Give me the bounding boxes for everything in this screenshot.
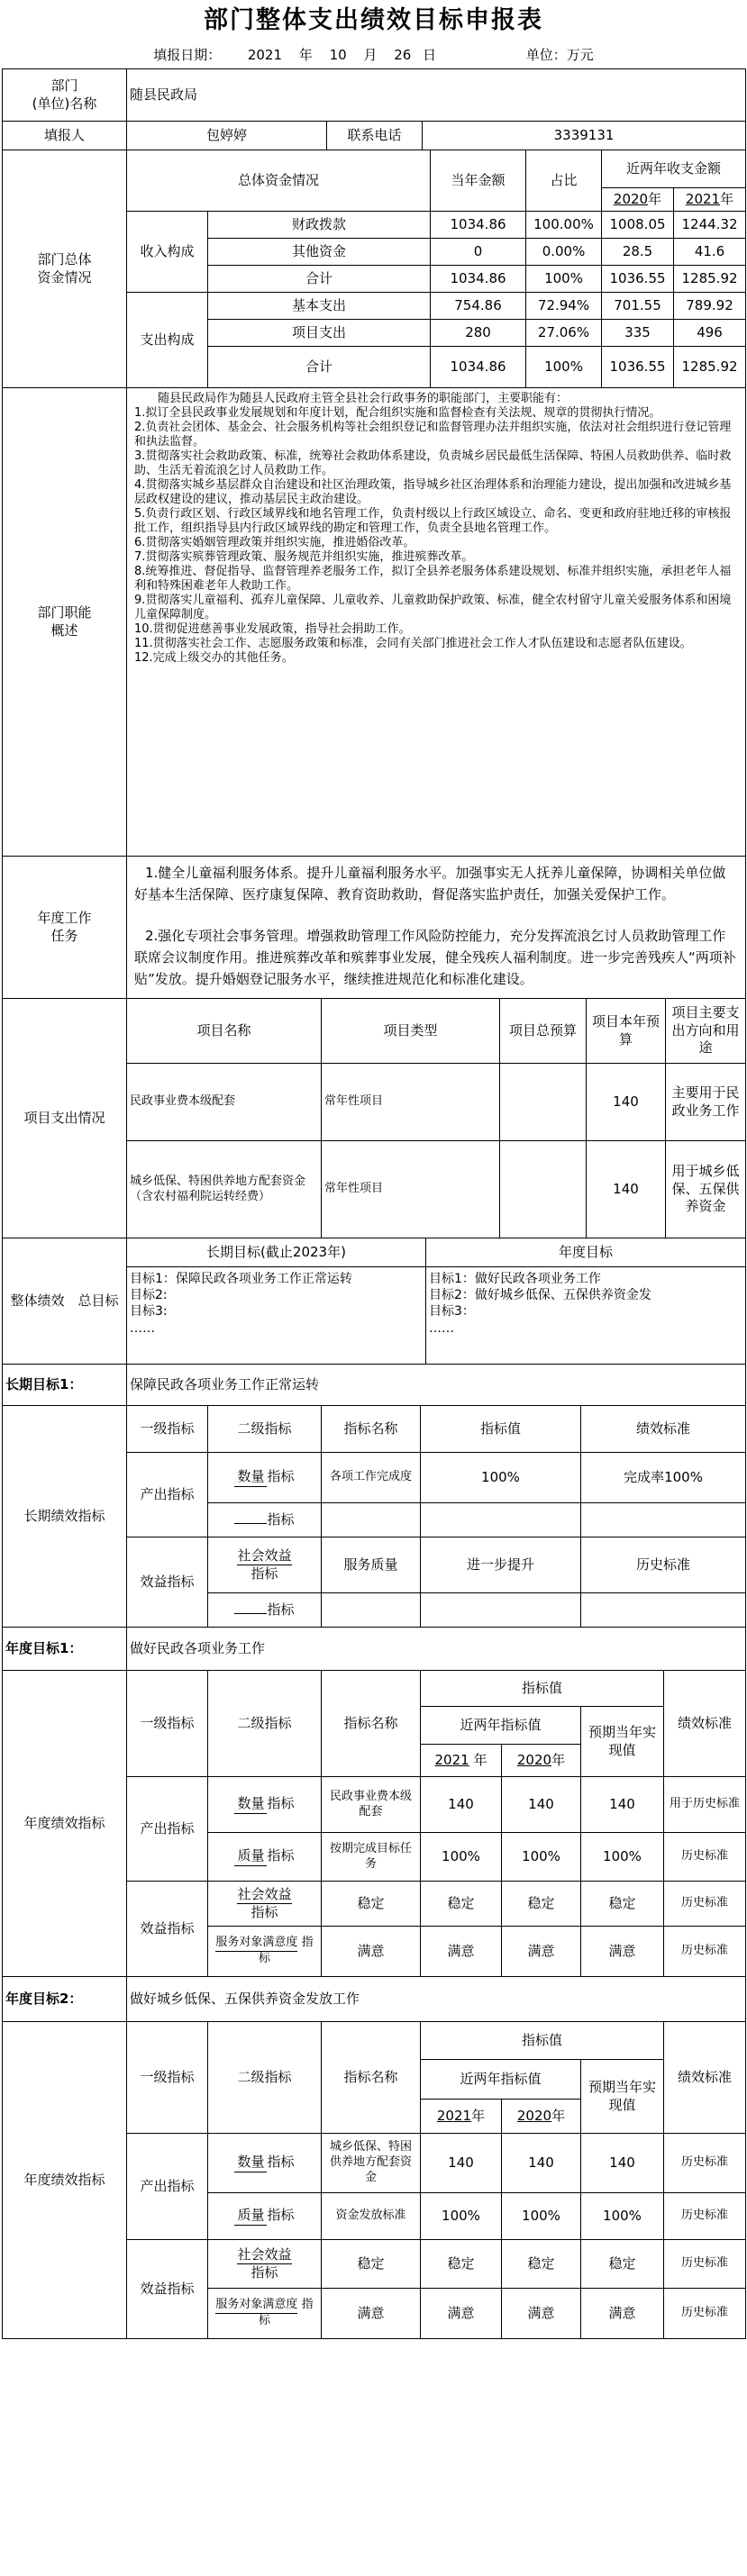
income-row-current: 1034.86: [431, 266, 526, 293]
dept-info-table: [2, 68, 746, 150]
duties-label: 部门职能 概述: [3, 388, 127, 857]
long-h5: 绩效标准: [581, 1406, 746, 1453]
annual1-year-a: 2021 年: [421, 1745, 502, 1777]
annual1-row-std: 用于历史标准: [664, 1777, 746, 1833]
projects-header-total: 项目总预算: [500, 999, 587, 1064]
annual-goal-text: 目标1：做好民政各项业务工作 目标2：做好城乡低保、五保供养资金发 目标3： ……: [426, 1267, 746, 1365]
annual1-h2: 二级指标: [208, 1671, 322, 1777]
long-row-name: 各项工作完成度: [322, 1453, 421, 1503]
annual2-title-text: 做好城乡低保、五保供养资金发放工作: [127, 1977, 746, 2022]
annual2-row-std: 历史标准: [664, 2289, 746, 2339]
income-label: 收入构成: [127, 212, 208, 293]
annual1-row-b: 140: [502, 1777, 581, 1833]
annual2-row-name: 城乡低保、特困供养地方配套资金: [322, 2134, 421, 2193]
filler-name: 包婷婷: [127, 122, 327, 150]
projects-header-name: 项目名称: [127, 999, 322, 1064]
annual2-h1: 一级指标: [127, 2022, 208, 2134]
annual1-row-name: 满意: [322, 1927, 421, 1977]
annual1-row-expect: 100%: [581, 1833, 664, 1882]
expense-row-current: 754.86: [431, 293, 526, 320]
expense-row-ratio: 100%: [526, 347, 602, 388]
annual1-h5: 绩效标准: [664, 1671, 746, 1777]
annual2-row-l2: 社会效益 指标: [208, 2240, 322, 2289]
page-title: 部门整体支出绩效目标申报表: [204, 6, 543, 34]
unit-label: 单位：万元: [525, 47, 594, 63]
annual2-h5: 绩效标准: [664, 2022, 746, 2134]
annual2-row-a: 满意: [421, 2289, 502, 2339]
income-row-2021: 41.6: [674, 239, 746, 266]
month-char: 月: [363, 47, 378, 63]
phone-value: 3339131: [423, 122, 746, 150]
filler-label: 填报人: [3, 122, 127, 150]
long-goal-header: 长期目标(截止2023年): [127, 1238, 426, 1267]
annual2-h4: 指标值: [421, 2022, 664, 2060]
annual1-row-a: 140: [421, 1777, 502, 1833]
annual2-row-b: 140: [502, 2134, 581, 2193]
duties-table: [2, 387, 746, 999]
projects-label: 项目支出情况: [3, 999, 127, 1238]
annual1-row-a: 满意: [421, 1927, 502, 1977]
annual-goal-header: 年度目标: [426, 1238, 746, 1267]
long-goal-table: [2, 1364, 746, 1628]
annual1-title-label: 年度目标1：: [3, 1628, 127, 1671]
funds-year-a: 2020年: [602, 188, 674, 212]
income-row-2020: 1008.05: [602, 212, 674, 239]
long-row-l2: 社会效益 指标: [208, 1537, 322, 1593]
annual2-h3: 指标名称: [322, 2022, 421, 2134]
expense-row-name: 项目支出: [208, 320, 431, 347]
annual1-h1: 一级指标: [127, 1671, 208, 1777]
long-row-value: [421, 1503, 581, 1537]
long-row-name: [322, 1593, 421, 1628]
project-row-name: 城乡低保、特困供养地方配套资金（含农村福利院运转经费）: [127, 1141, 322, 1238]
annual2-year-b: 2020年: [502, 2100, 581, 2134]
tasks-label: 年度工作 任务: [3, 857, 127, 999]
expense-label: 支出构成: [127, 293, 208, 388]
annual2-row-name: 满意: [322, 2289, 421, 2339]
annual1-h-expect: 预期当年实现值: [581, 1707, 664, 1777]
long-goal-title-label: 长期目标1：: [3, 1365, 127, 1406]
funds-year-b: 2021年: [674, 188, 746, 212]
project-row-use: 用于城乡低保、五保供养资金: [666, 1141, 746, 1238]
income-row-ratio: 100.00%: [526, 212, 602, 239]
long-row-value: 进一步提升: [421, 1537, 581, 1593]
long-h3: 指标名称: [322, 1406, 421, 1453]
expense-row-2021: 1285.92: [674, 347, 746, 388]
annual2-title-label: 年度目标2：: [3, 1977, 127, 2022]
annual1-row-std: 历史标准: [664, 1833, 746, 1882]
expense-row-name: 基本支出: [208, 293, 431, 320]
annual2-row-a: 140: [421, 2134, 502, 2193]
annual1-row-std: 历史标准: [664, 1882, 746, 1927]
fill-date-label: 填报日期：: [153, 47, 222, 63]
fill-year: 2021: [247, 47, 283, 63]
annual2-row-l2: 服务对象满意度 指标: [208, 2289, 322, 2339]
annual2-row-a: 稳定: [421, 2240, 502, 2289]
annual1-year-b: 2020年: [502, 1745, 581, 1777]
funds-header-current: 当年金额: [431, 150, 526, 212]
project-row-type: 常年性项目: [322, 1141, 500, 1238]
long-row-std: 历史标准: [581, 1537, 746, 1593]
dept-label: 部门 (单位)名称: [3, 69, 127, 122]
annual2-row-b: 稳定: [502, 2240, 581, 2289]
annual2-h2: 二级指标: [208, 2022, 322, 2134]
long-row-value: [421, 1593, 581, 1628]
annual1-effect-label: 效益指标: [127, 1882, 208, 1977]
annual2-row-l2: 数量 指标: [208, 2134, 322, 2193]
expense-row-2020: 1036.55: [602, 347, 674, 388]
expense-row-name: 合计: [208, 347, 431, 388]
income-row-ratio: 0.00%: [526, 239, 602, 266]
fill-day: 26: [394, 47, 412, 63]
long-row-std: [581, 1503, 746, 1537]
expense-row-ratio: 72.94%: [526, 293, 602, 320]
annual2-row-b: 100%: [502, 2193, 581, 2240]
annual2-year-a: 2021年: [421, 2100, 502, 2134]
task-item: 1.健全儿童福利服务体系。提升儿童福利服务水平。加强事实无人抚养儿童保障，协调相关单位做好基本生活保障、医疗康复保障、教育资助救助，督促落实监护责任，加强关爱保护工作。: [134, 865, 726, 903]
annual1-row-l2: 社会效益 指标: [208, 1882, 322, 1927]
year-char: 年: [298, 47, 313, 63]
expense-row-2020: 701.55: [602, 293, 674, 320]
project-row-use: 主要用于民政业务工作: [666, 1064, 746, 1141]
annual2-row-expect: 稳定: [581, 2240, 664, 2289]
funds-section-label: 部门总体 资金情况: [3, 150, 127, 388]
income-row-name: 财政拨款: [208, 212, 431, 239]
expense-row-current: 280: [431, 320, 526, 347]
annual2-row-expect: 140: [581, 2134, 664, 2193]
annual2-row-a: 100%: [421, 2193, 502, 2240]
tasks-content: [127, 857, 746, 999]
annual2-h-expect: 预期当年实现值: [581, 2060, 664, 2134]
long-row-name: [322, 1503, 421, 1537]
income-row-2020: 1036.55: [602, 266, 674, 293]
annual1-row-name: 民政事业费本级配套: [322, 1777, 421, 1833]
projects-header-year: 项目本年预算: [587, 999, 666, 1064]
project-row-total: [500, 1064, 587, 1141]
annual1-row-l2: 质量 指标: [208, 1833, 322, 1882]
project-row-name: 民政事业费本级配套: [127, 1064, 322, 1141]
annual1-row-a: 稳定: [421, 1882, 502, 1927]
long-goal-text: 目标1：保障民政各项业务工作正常运转 目标2: 目标3: ……: [127, 1267, 426, 1365]
income-row-2020: 28.5: [602, 239, 674, 266]
project-row-type: 常年性项目: [322, 1064, 500, 1141]
annual1-h4: 指标值: [421, 1671, 664, 1707]
project-row-total: [500, 1141, 587, 1238]
long-goal-section-label: 长期绩效指标: [3, 1406, 127, 1628]
annual1-row-name: 稳定: [322, 1882, 421, 1927]
income-row-name: 合计: [208, 266, 431, 293]
funds-header-ratio: 占比: [526, 150, 602, 212]
long-row-l2: 数量 指标: [208, 1453, 322, 1503]
annual2-output-label: 产出指标: [127, 2134, 208, 2240]
overall-label: 整体绩效 总目标: [3, 1238, 127, 1365]
annual1-row-b: 满意: [502, 1927, 581, 1977]
annual1-h-recent: 近两年指标值: [421, 1707, 581, 1745]
duties-text: 随县民政局作为随县人民政府主管全县社会行政事务的职能部门，主要职能有： 1.拟订全县民政事业发展规划和年度计划，配合组织实施和监督检查有关法规、规章的贯彻执行情况。 2.负责社会团体、基金会、社会服务机构等社会组织登记和监督管理办法并组织实施，依法对社会组织进行登记管理和执法监督。 3.贯彻落实社会救助政策、标准，统筹社会救助体系建设，负责城乡居民最低生活保障、特困人员救助供养、临时救助、生活无着流浪乞讨人员救助工作。 4.贯彻落实城乡基层群众自治建设和社区治理政策，指导城乡社区治理体系和治理能力建设，提出加强和改进城乡基层政权建设的建议，推动基层民主政治建设。 5.负责行政区划、行政区域界线和地名管理工作，负责村级以上行政区域设立、命名、变更和政府驻地迁移的审核报批工作，组织指导县内行政区域界线的勘定和管理工作，负责全县地名管理工作。 6.贯彻落实婚姻管理政策并组织实施，推进婚俗改革。 7.贯彻落实殡葬管理政策、服务规范并组织实施，推进殡葬改革。 8.统筹推进、督促指导、监督管理养老服务工作，拟订全县养老服务体系建设规划、标准并组织实施，承担老年人福利和特殊困难老年人救助工作。 9.贯彻落实儿童福利、孤弃儿童保障、儿童收养、儿童救助保护政策、标准，健全农村留守儿童关爱服务体系和困境儿童保障制度。 10.贯彻促进慈善事业发展政策，指导社会捐助工作。 11.贯彻落实社会工作、志愿服务政策和标准，会同有关部门推进社会工作人才队伍建设和志愿者队伍建设。 12.完成上级交办的其他任务。: [127, 388, 746, 857]
annual2-row-std: 历史标准: [664, 2134, 746, 2193]
projects-header-use: 项目主要支出方向和用途: [666, 999, 746, 1064]
annual1-row-expect: 140: [581, 1777, 664, 1833]
long-row-l2: 指标: [208, 1593, 322, 1628]
annual1-row-b: 稳定: [502, 1882, 581, 1927]
long-h1: 一级指标: [127, 1406, 208, 1453]
project-row-year: 140: [587, 1141, 666, 1238]
projects-table: [2, 998, 746, 1238]
annual2-row-expect: 100%: [581, 2193, 664, 2240]
annual-goal-2-table: [2, 1976, 746, 2339]
annual-goal-1-table: [2, 1627, 746, 1977]
funds-header-total: 总体资金情况: [127, 150, 431, 212]
annual1-title-text: 做好民政各项业务工作: [127, 1628, 746, 1671]
long-h2: 二级指标: [208, 1406, 322, 1453]
annual1-row-expect: 满意: [581, 1927, 664, 1977]
annual2-row-b: 满意: [502, 2289, 581, 2339]
annual1-row-expect: 稳定: [581, 1882, 664, 1927]
long-h4: 指标值: [421, 1406, 581, 1453]
income-row-current: 0: [431, 239, 526, 266]
long-output-label: 产出指标: [127, 1453, 208, 1537]
task-item: 2.强化专项社会事务管理。增强救助管理工作风险防控能力，充分发挥流浪乞讨人员救助管理工作联席会议制度作用。推进殡葬改革和殡葬事业发展，健全残疾人福利制度。进一步完善残疾人“两项补贴”发放。提升婚姻登记服务水平，继续推进规范化和标准化建设。: [134, 928, 736, 987]
income-row-2021: 1244.32: [674, 212, 746, 239]
annual2-row-expect: 满意: [581, 2289, 664, 2339]
annual1-row-name: 按期完成目标任务: [322, 1833, 421, 1882]
annual1-output-label: 产出指标: [127, 1777, 208, 1882]
dept-name: 随县民政局: [127, 69, 746, 122]
annual1-row-l2: 服务对象满意度 指标: [208, 1927, 322, 1977]
expense-row-2021: 789.92: [674, 293, 746, 320]
long-row-name: 服务质量: [322, 1537, 421, 1593]
income-row-ratio: 100%: [526, 266, 602, 293]
annual1-row-b: 100%: [502, 1833, 581, 1882]
annual2-row-name: 稳定: [322, 2240, 421, 2289]
annual2-row-std: 历史标准: [664, 2193, 746, 2240]
expense-row-current: 1034.86: [431, 347, 526, 388]
annual1-section-label: 年度绩效指标: [3, 1671, 127, 1977]
expense-row-2020: 335: [602, 320, 674, 347]
long-row-l2: 指标: [208, 1503, 322, 1537]
funds-header-recent: 近两年收支金额: [602, 150, 746, 188]
income-row-2021: 1285.92: [674, 266, 746, 293]
projects-header-type: 项目类型: [322, 999, 500, 1064]
long-row-std: [581, 1593, 746, 1628]
annual1-row-std: 历史标准: [664, 1927, 746, 1977]
overall-goals-table: [2, 1238, 746, 1365]
annual1-row-a: 100%: [421, 1833, 502, 1882]
phone-label: 联系电话: [327, 122, 423, 150]
expense-row-2021: 496: [674, 320, 746, 347]
long-row-std: 完成率100%: [581, 1453, 746, 1503]
project-row-year: 140: [587, 1064, 666, 1141]
report-page: [2, 0, 745, 2339]
annual2-section-label: 年度绩效指标: [3, 2022, 127, 2339]
report-meta: [2, 41, 745, 68]
long-row-value: 100%: [421, 1453, 581, 1503]
annual1-row-l2: 数量 指标: [208, 1777, 322, 1833]
income-row-current: 1034.86: [431, 212, 526, 239]
annual2-effect-label: 效益指标: [127, 2240, 208, 2339]
annual1-h3: 指标名称: [322, 1671, 421, 1777]
annual2-row-std: 历史标准: [664, 2240, 746, 2289]
long-effect-label: 效益指标: [127, 1537, 208, 1628]
expense-row-ratio: 27.06%: [526, 320, 602, 347]
fill-month: 10: [329, 47, 347, 63]
day-char: 日: [423, 47, 437, 63]
funds-table: [2, 150, 746, 388]
annual2-row-name: 资金发放标准: [322, 2193, 421, 2240]
annual2-row-l2: 质量 指标: [208, 2193, 322, 2240]
income-row-name: 其他资金: [208, 239, 431, 266]
annual2-h-recent: 近两年指标值: [421, 2060, 581, 2100]
long-goal-title-text: 保障民政各项业务工作正常运转: [127, 1365, 746, 1406]
